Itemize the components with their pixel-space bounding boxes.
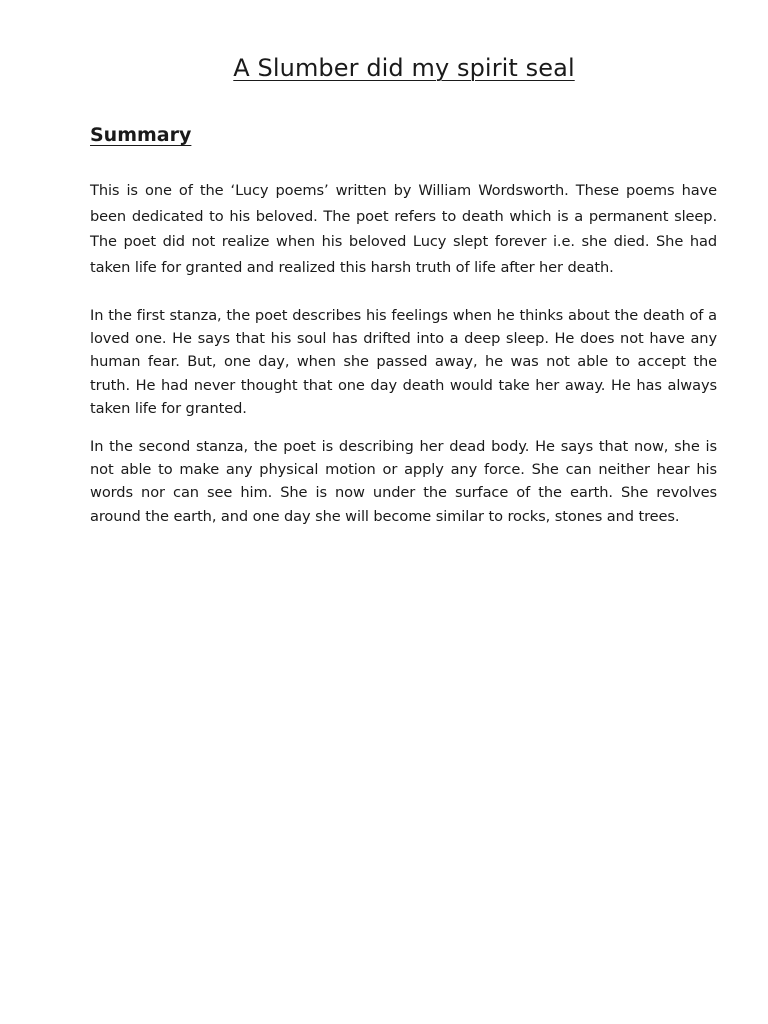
summary-paragraph-second-stanza: In the second stanza, the poet is describing her dead body. He says that now, she is not able to make any physical motion or apply any force. She can neither hear his words nor can see him. She is now under the surface of the earth. She revolves around the earth, and one day she will become similar to rocks, stones and trees. <box>90 438 717 525</box>
page-title: A Slumber did my spirit seal <box>233 54 575 82</box>
summary-paragraph-first-stanza: In the first stanza, the poet describes his feelings when he thinks about the death of a loved one. He says that his soul has drifted into a deep sleep. He does not have any human fear. But, one day, when she passed away, he was not able to accept the truth. He had never thought that one day death would take her away. He has always taken life for granted. <box>90 307 717 417</box>
section-heading-summary: Summary <box>90 124 192 146</box>
summary-paragraph-intro: This is one of the ‘Lucy poems’ written by William Wordsworth. These poems have been dedicated to his beloved. The poet refers to death which is a permanent sleep. The poet did not realize when his beloved Lucy slept forever i.e. she died. She had taken life for granted and realized this harsh truth of life after her death. <box>90 182 717 276</box>
